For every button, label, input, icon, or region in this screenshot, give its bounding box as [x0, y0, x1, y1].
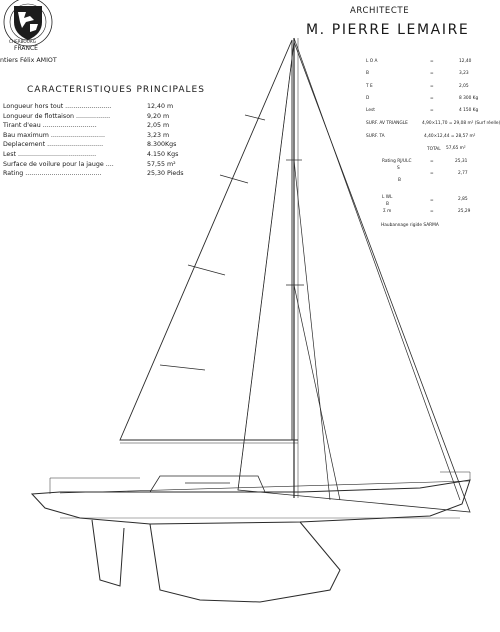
jib [238, 42, 470, 512]
lwl-value: 2,85 [458, 197, 468, 202]
characteristic-value: 2,05 m [147, 122, 170, 130]
logo-city: CHERBOURG [9, 39, 36, 44]
characteristic-label: Rating ...................................... [3, 170, 102, 178]
spec-equals: = [430, 108, 434, 113]
spec-equals: = [430, 96, 434, 101]
spec-value: 12,40 [459, 59, 472, 64]
surf-av-formula: 4,90×11,70 = 29,08 m² (Surf réelle) [422, 121, 500, 126]
characteristic-label: Deplacement ............................ [3, 141, 104, 149]
characteristic-label: Tirant d'eau ........................... [3, 122, 97, 130]
spec-symbol: B [366, 71, 369, 76]
characteristic-value: 25,30 Pieds [147, 170, 184, 178]
characteristic-value: 3,23 m [147, 131, 170, 139]
ratio-value: 2,77 [458, 171, 468, 176]
characteristic-value: 12,40 m [147, 103, 174, 110]
characteristics-title: CARACTERISTIQUES PRINCIPALES [27, 85, 205, 95]
rating-equals: = [430, 159, 434, 164]
lwl-denominator: B [386, 202, 389, 207]
characteristic-value: 9,20 m [147, 112, 170, 120]
spec-symbol: Lest [366, 108, 375, 113]
characteristic-value: 4.150 Kgs [147, 151, 179, 158]
logo-country: FRANCE [14, 45, 38, 52]
spec-value: 3,23 [459, 71, 469, 76]
spec-value: 2,05 [459, 84, 469, 89]
characteristic-label: Longueur hors tout ....................... [3, 103, 112, 110]
rating-label: Rating RJ/ULC [382, 159, 412, 164]
rating-numerator: S [397, 166, 400, 171]
spec-symbol: L O A [366, 59, 378, 64]
lwl-equals: = [430, 198, 434, 203]
shipyard-name: ntiers Félix AMIOT [0, 57, 57, 64]
characteristic-label: Surface de voilure pour la jauge .... [3, 160, 114, 168]
characteristic-value: 57,55 m² [147, 160, 176, 168]
spec-value: 8 300 Kg [459, 96, 479, 101]
total-value: 57,65 m² [446, 146, 466, 151]
surf-ta-label: SURF. TA [366, 134, 385, 139]
surf-ta-formula: 4,40×12,44 = 28,57 m² [424, 134, 476, 139]
characteristic-label: Lest ....................................... [3, 151, 97, 158]
spec-value: 4 150 Kg [459, 108, 479, 113]
characteristic-value: 8.300Kgs [147, 141, 177, 149]
characteristic-label: Longueur de flottaison ................. [3, 112, 111, 120]
lwl-label: L WL [382, 195, 393, 200]
total-label: TOTAL [427, 147, 441, 152]
rigging-note: Haubannage rigide SARMA [381, 223, 439, 228]
ratio-equals: = [430, 171, 434, 176]
surf-av-label: SURF. AV TRIANGLE [366, 121, 408, 126]
sigma-value: 25,29 [458, 209, 471, 214]
architect-name: M. PIERRE LEMAIRE [306, 22, 470, 38]
mainsail [120, 40, 292, 440]
spec-equals: = [430, 84, 434, 89]
sigma-label: Σ m [383, 209, 392, 214]
rating-value: 25,31 [455, 159, 468, 164]
spec-symbol: T E [366, 84, 373, 89]
rating-denominator: B [398, 178, 401, 183]
sigma-equals: = [430, 209, 434, 214]
spec-equals: = [430, 59, 434, 64]
spec-symbol: D [366, 96, 370, 101]
architect-label: ARCHITECTE [350, 6, 410, 16]
characteristic-label: Bau maximum ........................... [3, 131, 105, 139]
spec-equals: = [430, 71, 434, 76]
